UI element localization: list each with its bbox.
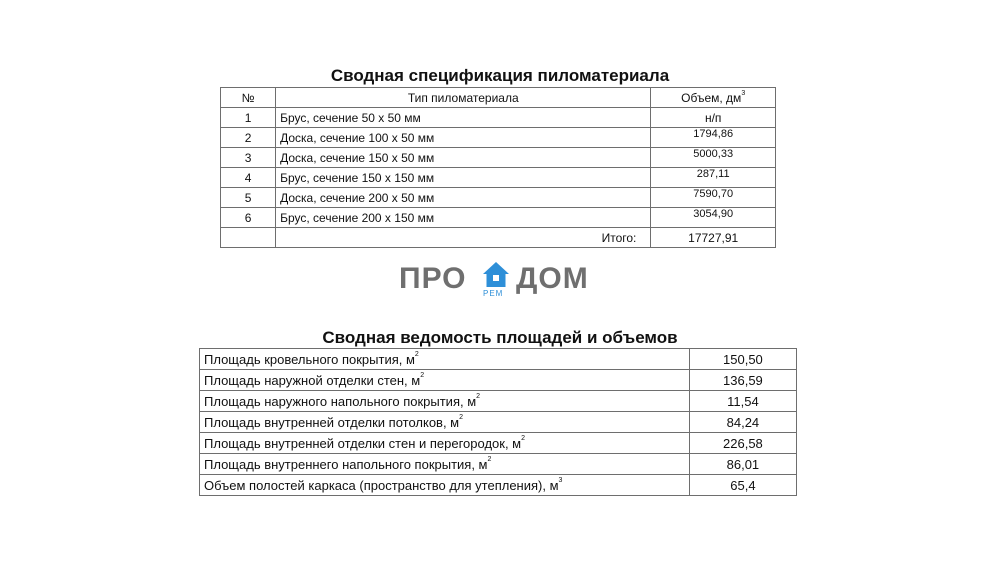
table-header-row <box>221 88 776 108</box>
area-name-cell <box>200 349 690 370</box>
area-value: 86,01 <box>689 454 796 475</box>
row-no: 4 <box>221 168 276 188</box>
row-type: Доска, сечение 100 х 50 мм <box>276 128 651 148</box>
row-no: 6 <box>221 208 276 228</box>
unit-sup: 2 <box>420 371 425 379</box>
unit-sup: 2 <box>476 392 481 400</box>
table-row <box>221 108 776 128</box>
unit-sup: 2 <box>521 434 526 442</box>
total-row <box>221 228 776 248</box>
row-type: Доска, сечение 200 х 50 мм <box>276 188 651 208</box>
row-no: 3 <box>221 148 276 168</box>
area-value: 136,59 <box>689 370 796 391</box>
row-volume: 1794,86 <box>651 128 776 148</box>
header-volume-text: Объем, дм <box>681 90 742 105</box>
table-row <box>200 370 797 391</box>
header-type: Тип пиломатериала <box>276 88 651 108</box>
area-name: Объем полостей каркаса (пространство для утепления), м <box>204 477 559 493</box>
area-name: Площадь наружной отделки стен, м <box>204 372 421 388</box>
area-name: Площадь кровельного покрытия, м <box>204 351 415 367</box>
row-volume: 287,11 <box>651 168 776 188</box>
total-label: Итого: <box>276 228 651 248</box>
table-row <box>200 433 797 454</box>
area-value: 11,54 <box>689 391 796 412</box>
table-row <box>200 349 797 370</box>
area-name-cell <box>200 412 690 433</box>
row-no: 2 <box>221 128 276 148</box>
row-type: Брус, сечение 150 х 150 мм <box>276 168 651 188</box>
area-value: 226,58 <box>689 433 796 454</box>
area-name: Площадь внутренней отделки потолков, м <box>204 414 460 430</box>
table-row <box>200 475 797 496</box>
unit-sup: 3 <box>558 476 563 484</box>
table-row <box>200 454 797 475</box>
row-type: Доска, сечение 150 х 50 мм <box>276 148 651 168</box>
area-value: 65,4 <box>689 475 796 496</box>
area-name: Площадь внутреннего напольного покрытия, м <box>204 456 488 472</box>
header-volume <box>651 88 776 108</box>
row-volume: 5000,33 <box>651 148 776 168</box>
header-volume-sup: 3 <box>741 89 746 97</box>
total-value: 17727,91 <box>651 228 776 248</box>
spec-table-title: Сводная спецификация пиломатериала <box>330 66 670 85</box>
table-row <box>221 148 776 168</box>
areas-table-title: Сводная ведомость площадей и объемов <box>322 328 678 347</box>
logo-text-right: ДОМ <box>516 262 589 295</box>
total-empty-cell <box>221 228 276 248</box>
row-type: Брус, сечение 50 х 50 мм <box>276 108 651 128</box>
area-value: 84,24 <box>689 412 796 433</box>
unit-sup: 2 <box>459 413 464 421</box>
areas-volumes-table <box>199 348 797 496</box>
area-name-cell <box>200 391 690 412</box>
table-row <box>221 188 776 208</box>
row-volume: 7590,70 <box>651 188 776 208</box>
area-name-cell <box>200 454 690 475</box>
table-row <box>200 412 797 433</box>
area-name-cell <box>200 475 690 496</box>
unit-sup: 2 <box>487 455 492 463</box>
logo-subtext: РЕМ <box>483 289 504 298</box>
header-no: № <box>221 88 276 108</box>
area-name-cell <box>200 370 690 391</box>
table-row <box>200 391 797 412</box>
lumber-spec-table <box>220 87 776 248</box>
table-row <box>221 168 776 188</box>
row-volume: н/п <box>651 108 776 128</box>
prodom-logo <box>399 260 609 300</box>
house-icon <box>481 260 511 290</box>
area-value: 150,50 <box>689 349 796 370</box>
row-type: Брус, сечение 200 х 150 мм <box>276 208 651 228</box>
area-name-cell <box>200 433 690 454</box>
table-row <box>221 128 776 148</box>
area-name: Площадь внутренней отделки стен и перегородок, м <box>204 435 522 451</box>
logo-text-left: ПРО <box>399 262 467 295</box>
row-volume: 3054,90 <box>651 208 776 228</box>
row-no: 5 <box>221 188 276 208</box>
table-row <box>221 208 776 228</box>
row-no: 1 <box>221 108 276 128</box>
unit-sup: 2 <box>414 350 419 358</box>
area-name: Площадь наружного напольного покрытия, м <box>204 393 477 409</box>
